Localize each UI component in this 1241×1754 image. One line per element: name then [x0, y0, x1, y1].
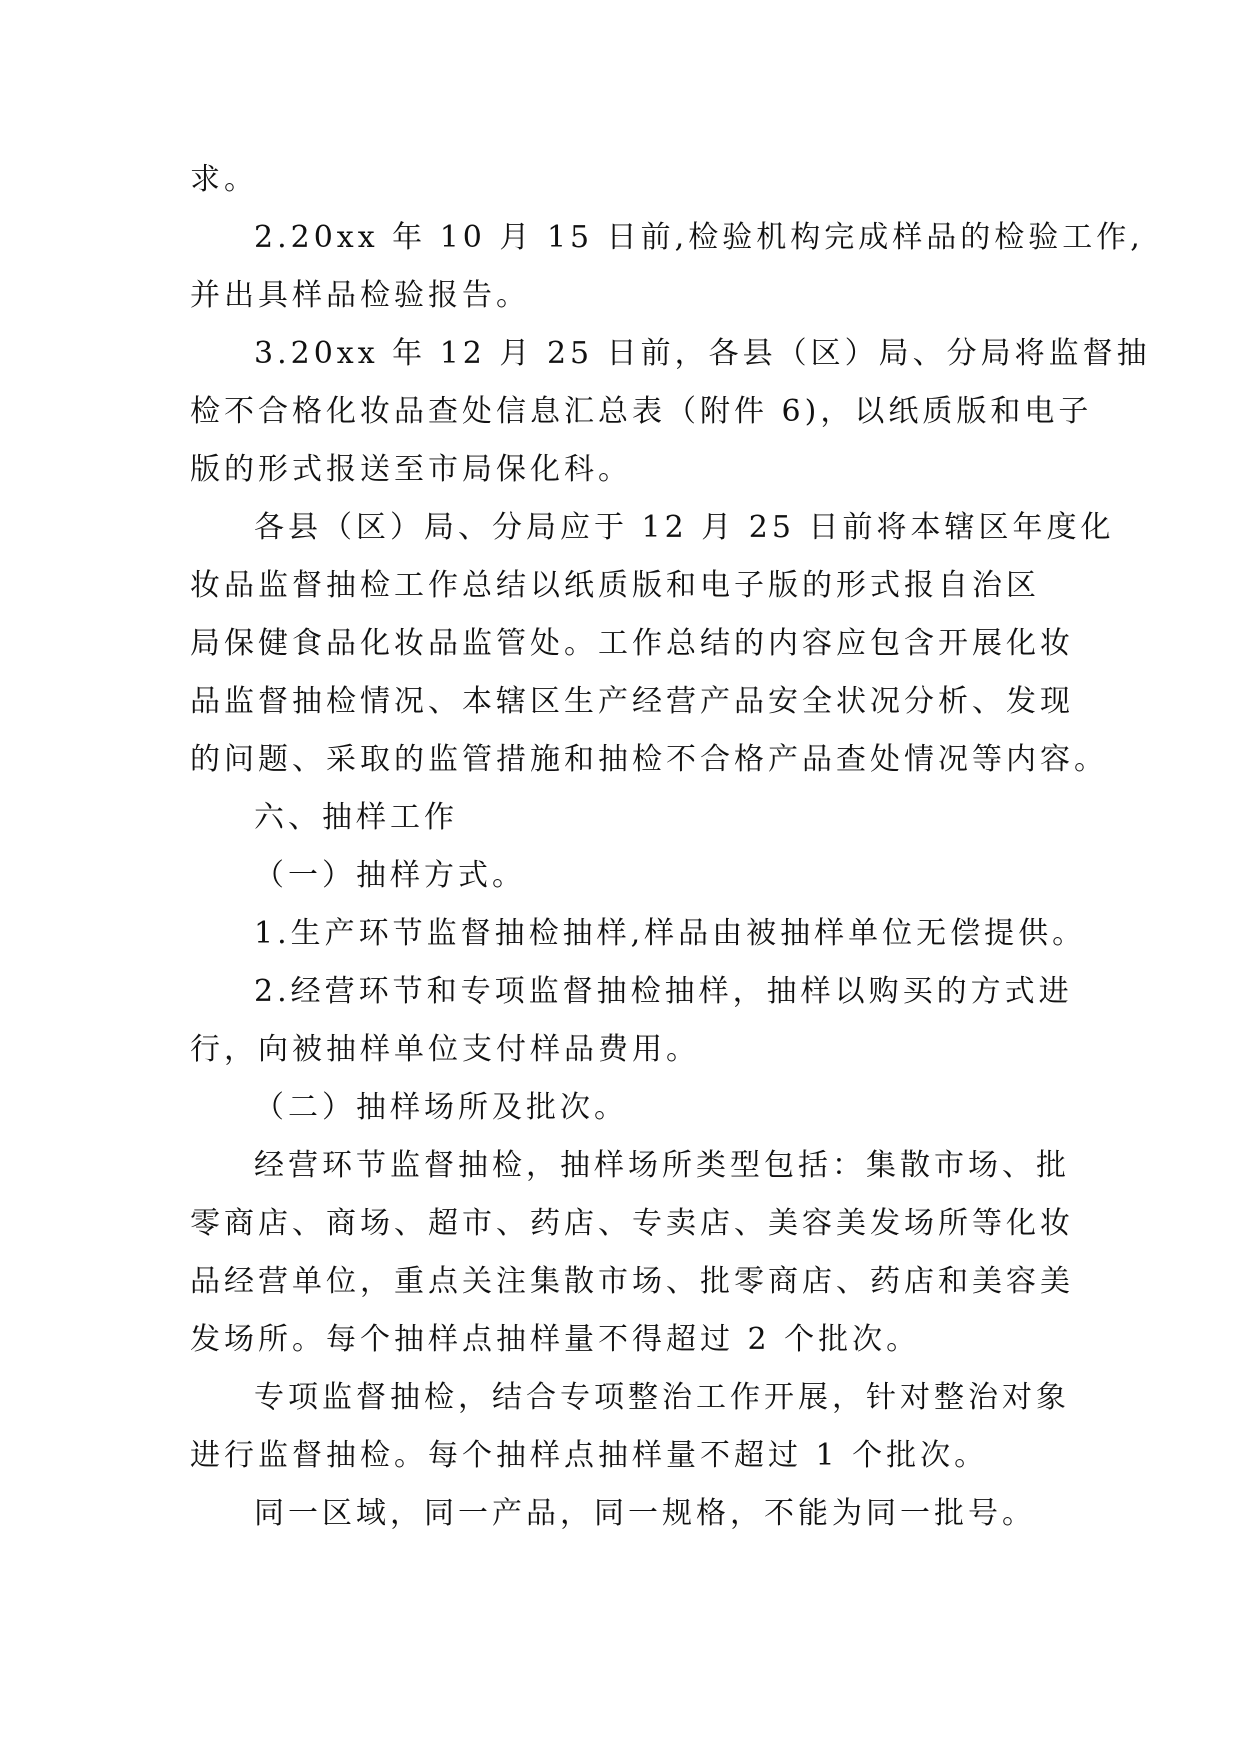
subsection-heading-method: （一）抽样方式。	[254, 858, 526, 893]
text-line-2: 2.20xx 年 10 月 15 日前,检验机构完成样品的检验工作,	[254, 220, 1144, 255]
text-line-15: 2.经营环节和专项监督抽检抽样，抽样以购买的方式进	[254, 974, 1073, 1009]
text-line-21: 发场所。每个抽样点抽样量不得超过 2 个批次。	[190, 1322, 921, 1357]
text-line-23: 进行监督抽检。每个抽样点抽样量不超过 1 个批次。	[190, 1438, 989, 1473]
section-heading-sampling: 六、抽样工作	[254, 800, 458, 835]
text-line-14: 1.生产环节监督抽检抽样,样品由被抽样单位无偿提供。	[254, 916, 1087, 951]
text-line-3: 并出具样品检验报告。	[190, 278, 530, 313]
text-line-18: 经营环节监督抽检，抽样场所类型包括：集散市场、批	[254, 1148, 1070, 1183]
text-line-24: 同一区域，同一产品，同一规格，不能为同一批号。	[254, 1496, 1036, 1531]
text-line-4: 3.20xx 年 12 月 25 日前，各县（区）局、分局将监督抽	[254, 336, 1151, 371]
text-line-1: 求。	[190, 162, 258, 197]
text-line-22: 专项监督抽检，结合专项整治工作开展，针对整治对象	[254, 1380, 1070, 1415]
text-line-19: 零商店、商场、超市、药店、专卖店、美容美发场所等化妆	[190, 1206, 1074, 1241]
text-line-6: 版的形式报送至市局保化科。	[190, 452, 632, 487]
text-line-8: 妆品监督抽检工作总结以纸质版和电子版的形式报自治区	[190, 568, 1040, 603]
text-line-10: 品监督抽检情况、本辖区生产经营产品安全状况分析、发现	[190, 684, 1074, 719]
text-line-11: 的问题、采取的监管措施和抽检不合格产品查处情况等内容。	[190, 742, 1108, 777]
text-line-20: 品经营单位，重点关注集散市场、批零商店、药店和美容美	[190, 1264, 1074, 1299]
text-line-16: 行，向被抽样单位支付样品费用。	[190, 1032, 700, 1067]
text-line-9: 局保健食品化妆品监管处。工作总结的内容应包含开展化妆	[190, 626, 1074, 661]
text-line-7: 各县（区）局、分局应于 12 月 25 日前将本辖区年度化	[254, 510, 1115, 545]
text-line-5: 检不合格化妆品查处信息汇总表（附件 6)，以纸质版和电子	[190, 394, 1093, 429]
subsection-heading-places: （二）抽样场所及批次。	[254, 1090, 628, 1125]
